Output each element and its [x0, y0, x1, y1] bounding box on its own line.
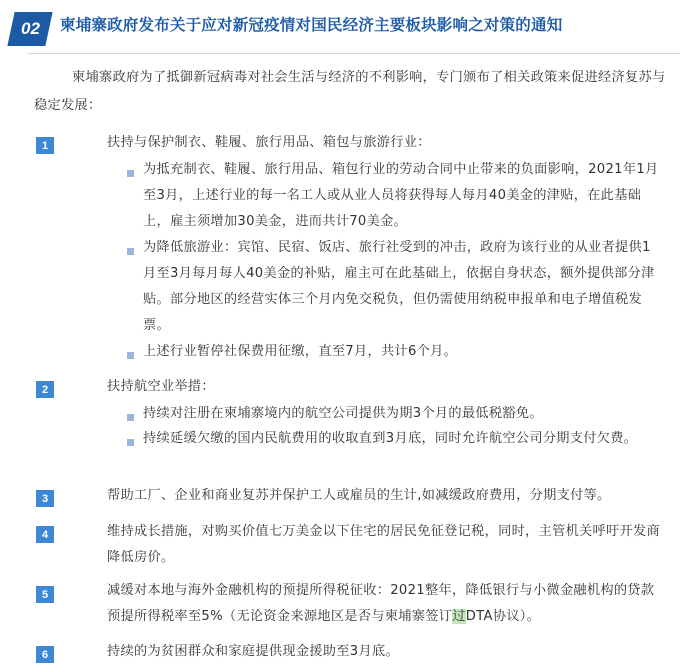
section-2-item-2: 持续延缓欠缴的国内民航费用的收取直到3月底，同时允许航空公司分期支付欠费。 — [143, 431, 638, 446]
bullet-marker — [127, 414, 134, 421]
section-number: 02 — [20, 19, 40, 38]
section-1-item-1: 为抵充制衣、鞋履、旅行用品、箱包行业的劳动合同中止带来的负面影响，2021年1月至3月，上述行业的每一名工人或从业人员将获得每人每月40美金的津贴，在此基础上，雇主须增加30美金，进而共计70美金。 — [143, 162, 659, 229]
section-5-text — [107, 578, 667, 630]
section-header — [0, 0, 680, 60]
section-number-badge — [7, 12, 52, 46]
section-3-text: 帮助工厂、企业和商业复苏并保护工人或雇员的生计,如减缓政府费用，分期支付等。 — [107, 488, 611, 503]
section-5-text-part: 减缓对本地与海外金融机构的预提所得税征收：2021整年，降低银行与小微金融机构的贷款预提所得税率至5%（无论资金来源地区是否与柬埔寨签订 — [107, 583, 655, 624]
section-1-item-2: 为降低旅游业：宾馆、民宿、饭店、旅行社受到的冲击，政府为该行业的从业者提供1月至3月每月每人40美金的补贴，雇主可在此基础上，依据自身状态，额外提供部分津贴。部分地区的经营实体三个月内免交税负，但仍需使用纳税申报单和电子增值税发票。 — [143, 240, 655, 333]
section-4-text: 维持成长措施，对购买价值七万美金以下住宅的居民免征登记税，同时，主管机关呼吁开发商降低房价。 — [107, 524, 660, 565]
title-underline — [28, 53, 680, 54]
number-badge-3: 3 — [36, 490, 54, 507]
section-5-text-part: DTA协议）。 — [465, 609, 541, 624]
intro-paragraph: 柬埔寨政府为了抵御新冠病毒对社会生活与经济的不利影响，专门颁布了相关政策来促进经济复苏与稳定发展： — [34, 70, 666, 113]
section-2-item-1: 持续对注册在柬埔寨境内的航空公司提供为期3个月的最低税豁免。 — [143, 406, 543, 421]
highlighted-word: 过 — [452, 609, 466, 624]
section-2-text: 扶持航空业举措： — [107, 379, 215, 394]
section-1-text: 扶持与保护制衣、鞋履、旅行用品、箱包与旅游行业： — [107, 135, 431, 150]
section-1-item-3: 上述行业暂停社保费用征缴，直至7月，共计6个月。 — [143, 344, 458, 359]
number-badge-4: 4 — [36, 526, 54, 543]
section-6-text: 持续的为贫困群众和家庭提供现金援助至3月底。 — [107, 644, 399, 659]
bullet-marker — [127, 170, 134, 177]
number-badge-1: 1 — [36, 137, 54, 154]
number-badge-5: 5 — [36, 586, 54, 603]
number-badge-2: 2 — [36, 381, 54, 398]
bullet-marker — [127, 248, 134, 255]
number-badge-6: 6 — [36, 646, 54, 663]
page-title: 柬埔寨政府发布关于应对新冠疫情对国民经济主要板块影响之对策的通知 — [60, 16, 563, 34]
bullet-marker — [127, 352, 134, 359]
bullet-marker — [127, 439, 134, 446]
